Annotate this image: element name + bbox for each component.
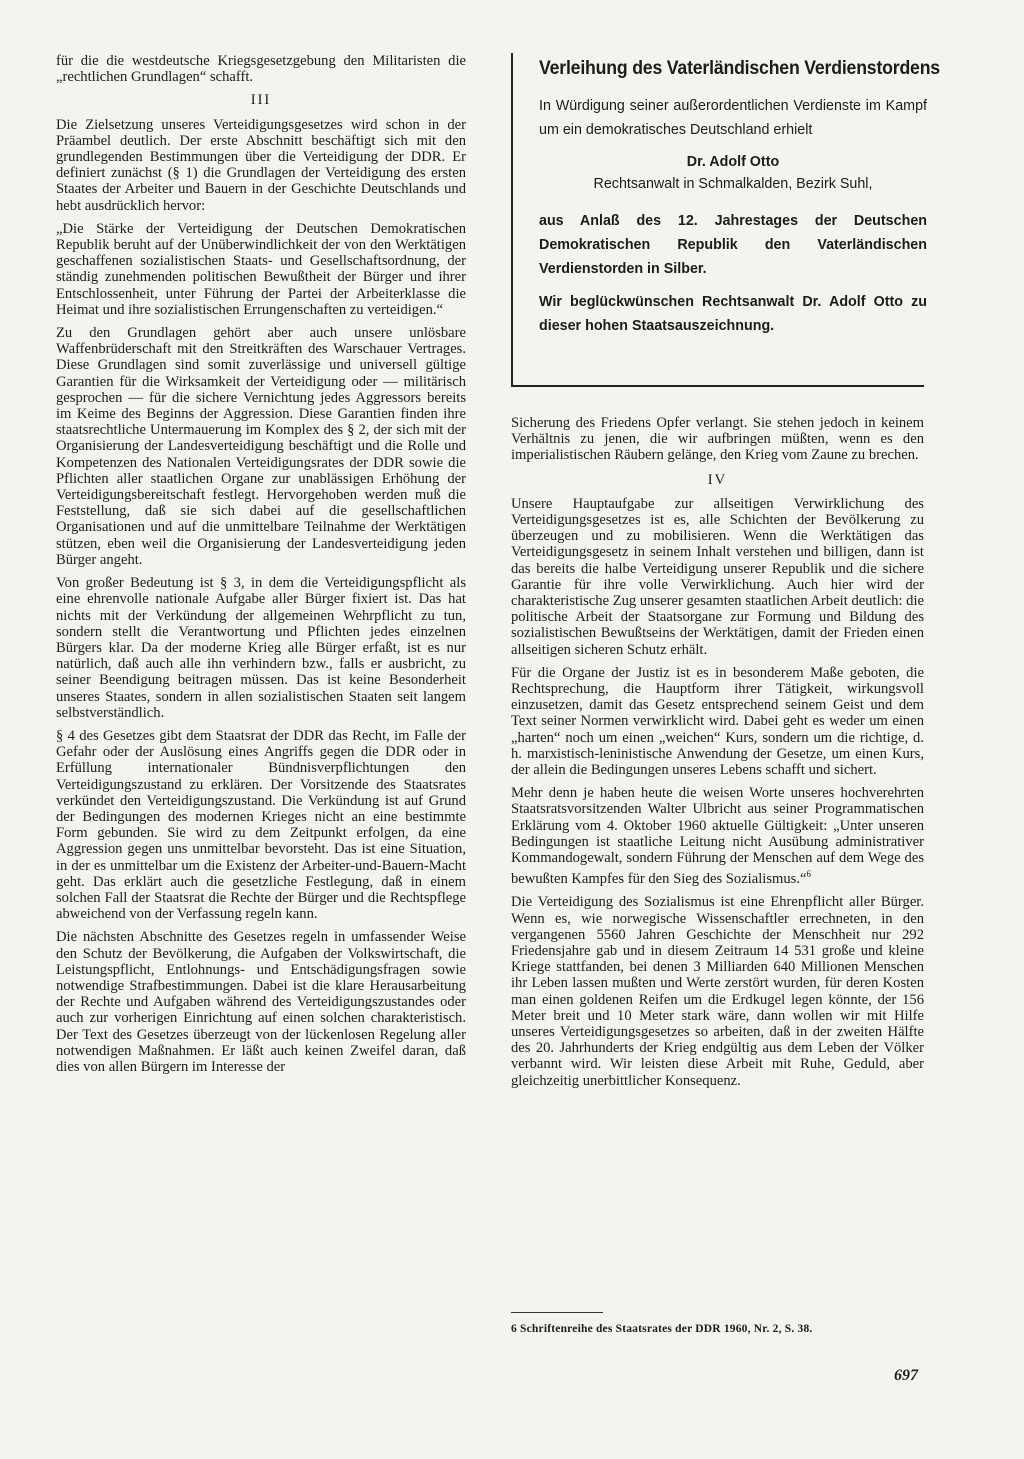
announcement-text: aus Anlaß des 12. Jahrestages der Deutschen Demokratischen Republik den Vaterländischen Verdienstorden in Silber. xyxy=(539,213,927,277)
paragraph: Sicherung des Friedens Opfer verlangt. Sie stehen jedoch in keinem Verhältnis zu jenen, die wir aufbringen müßten, wenn es den imperialistischen Räubern gelänge, den Krieg vom Zaune zu brechen. xyxy=(511,415,924,464)
paragraph xyxy=(511,785,924,887)
footnote: 6 Schriftenreihe des Staatsrates der DDR 1960, Nr. 2, S. 38. xyxy=(511,1323,813,1335)
page-number: 697 xyxy=(894,1367,918,1384)
announcement-title: Verleihung des Vaterländischen Verdienstordens xyxy=(539,58,940,79)
paragraph-text: Mehr denn je haben heute die weisen Worte unseres hochverehrten Staatsratsvorsitzenden Walter Ulbricht aus seiner Programmatischen Erklärung vom 4. Oktober 1960 aktuelle Gültigkeit: „Unter unseren Bedingungen ist staatliche Leitung nicht Ausübung administrativer Kommandogewalt, sondern Führung der Menschen auf dem Wege des bewußten Kampfes für den Sieg des Sozialismus.“ xyxy=(511,785,924,888)
footnote-divider xyxy=(511,1312,603,1313)
award-announcement-box xyxy=(511,53,940,387)
recipient-name: Dr. Adolf Otto xyxy=(686,154,780,170)
paragraph: Von großer Bedeutung ist § 3, in dem die Verteidigungspflicht als eine ehrenvolle nationale Aufgabe aller Bürger fixiert ist. Das hat nichts mit der Verkündung der allgemeinen Wehrpflicht zu tun, sondern stellt die Verantwortung und Pflichten jedes einzelnen Bürgers klar. Da der moderne Krieg alle Bürger erfaßt, ist es nur natürlich, daß auch alle ihn verhindern bzw., falls er ausbricht, zu seiner Beendigung beitragen müssen. Das ist keine Besonderheit unseres Staates, sondern in allen sozialistischen Staaten seit langem selbstverständlich. xyxy=(56,575,466,721)
announcement-congratulation: Wir beglückwünschen Rechtsanwalt Dr. Adolf Otto zu dieser hohen Staatsauszeichnung. xyxy=(539,294,927,334)
paragraph: Zu den Grundlagen gehört aber auch unsere unlösbare Waffenbrüderschaft mit den Streitkräften des Warschauer Vertrages. Diese Grundlagen sind somit zuverlässige und universell gültige Garantien für die Wirksamkeit der Verteidigung oder — militärisch gesprochen — für die sichere Vernichtung jedes Aggressors bereits im Keime des Beginns der Aggression. Diese Garantien finden ihre staatsrechtliche Untermauerung im Komplex des § 2, der sich mit der Organisierung der Landesverteidigung beschäftigt und die Rolle und Kompetenzen des Nationalen Verteidigungsrates der DDR sowie die Pflichten aller staatlichen Organe zur unablässigen Erhöhung der Verteidigungsbereitschaft festlegt. Hervorgehoben werden muß die Feststellung, daß sie sich dabei auf die gesellschaftlichen Organisationen und auf die unmittelbare Teilnahme der Werktätigen stützen, eben weil die Organisierung der Landesverteidigung jeden Bürger angeht. xyxy=(56,325,466,568)
section-heading-iii: III xyxy=(250,92,272,109)
section-heading-iv: IV xyxy=(707,471,728,488)
paragraph: Die Verteidigung des Sozialismus ist eine Ehrenpflicht aller Bürger. Wenn es, wie norwegische Wissenschaftler errechneten, in den vergangenen 5560 Jahren Geschichte der Menschheit nur 292 Friedensjahre gab und in diesem Zeitraum 14 531 große und kleine Kriege stattfanden, bei denen 3 Milliarden 640 Millionen Menschen ihr Leben lassen mußten und Werte zerstört wurden, für deren Kosten man einen goldenen Reifen um die Erdkugel legen könnte, der 156 Meter breit und 10 Meter stark wäre, dann wollen wir mit Hilfe unseres Verteidigungsgesetzes so arbeiten, daß in der zweiten Hälfte des 20. Jahrhunderts der Krieg endgültig aus dem Leben der Völker verbannt wird. Wir leisten diese Arbeit mit Ruhe, Geduld, aber gleichzeitig unerbittlicher Konsequenz. xyxy=(511,894,924,1089)
paragraph: Unsere Hauptaufgabe zur allseitigen Verwirklichung des Verteidigungsgesetzes ist es, alle Schichten der Bevölkerung zu überzeugen und zu mobilisieren. Wenn die Werktätigen das Verteidigungsgesetz in seinem Inhalt verstehen und billigen, dann ist das bereits die halbe Verteidigung unserer Republik und die sichere Garantie für ihre volle Verwirklichung. Auch hier wird der charakteristische Zug unserer gesamten staatlichen Arbeit deutlich: die politische Arbeit der Staatsorgane zur Formung und Bildung des sozialistischen Bewußtseins der Werktätigen, damit der Frieden einen allseitigen sicheren Schutz erhält. xyxy=(511,495,924,658)
recipient-role: Rechtsanwalt in Schmalkalden, Bezirk Suhl, xyxy=(593,176,873,192)
paragraph: § 4 des Gesetzes gibt dem Staatsrat der DDR das Recht, im Falle der Gefahr oder der Auslösung eines Angriffs gegen die DDR oder in Erfüllung internationaler Bündnisverpflichtungen den Verteidigungszustand zu erklären. Der Vorsitzende des Staatsrates verkündet den Verteidigungszustand. Die Verkündung ist auf Grund der Bedingungen des modernen Krieges nicht an eine bestimmte Form gebunden. Sie wird zu dem Zeitpunkt erfolgen, da eine Aggression gegen uns unmittelbar bevorsteht. Das ist eine Situation, in der es unmittelbar um die Existenz der Arbeiter-und-Bauern-Macht geht. Das erklärt auch die gesetzliche Festlegung, daß in einem solchen Fall der Staatsrat die Rechte der Bürger und die Rechtspflege abweichend von der Verfassung regeln kann. xyxy=(56,727,466,923)
left-column xyxy=(56,53,466,1082)
paragraph: Die nächsten Abschnitte des Gesetzes regeln in umfassender Weise den Schutz der Bevölkerung, die Aufgaben der Volkswirtschaft, die Leistungspflicht, Entlohnungs- und Entschädigungsfragen sowie notwendige Strafbestimmungen. Dabei ist die klare Herausarbeitung der Rechte und Aufgaben während des Verteidigungszustandes oder auch zur vorherigen Einrichtung auf einen solchen charakteristisch. Der Text des Gesetzes überzeugt von der lückenlosen Regelung aller notwendigen Maßnahmen. Er läßt auch keinen Zweifel daran, daß dies von allen Bürgern im Interesse der xyxy=(56,929,466,1075)
quotation: „Die Stärke der Verteidigung der Deutschen Demokratischen Republik beruht auf der Unüberwindlichkeit der von den Werktätigen geschaffenen sozialistischen Staats- und Gesellschaftsordnung, der ständig zunehmenden politischen Bewußtheit der Bürger und ihrer Entschlossenheit, unter Führung der Partei der Arbeiterklasse die Heimat und ihre sozialistischen Errungenschaften zu verteidigen.“ xyxy=(56,220,466,318)
paragraph: Die Zielsetzung unseres Verteidigungsgesetzes wird schon in der Präambel deutlich. Der erste Abschnitt beschäftigt sich mit den grundlegenden Bestimmungen über die Verteidigung der DDR. Er definiert zunächst (§ 1) die Grundlagen der Verteidigung des ersten Staates der Arbeiter und Bauern in der Geschichte Deutschlands und hebt ausdrücklich hervor: xyxy=(56,116,466,214)
footnote-ref: 6 xyxy=(806,869,811,880)
intro-paragraph: für die die westdeutsche Kriegsgesetzgebung den Militaristen die „rechtlichen Grundlagen“ schafft. xyxy=(56,53,466,86)
announcement-text: In Würdigung seiner außerordentlichen Verdienste im Kampf um ein demokratisches Deutschland erhielt xyxy=(539,98,927,138)
right-column xyxy=(511,415,924,1096)
paragraph: Für die Organe der Justiz ist es in besonderem Maße geboten, die Rechtsprechung, die Hauptform ihrer Tätigkeit, wirkungsvoll einzusetzen, damit das Gesetz entsprechend seinem Geist und dem Text seiner Normen verwirklicht wird. Dabei geht es weder um einen „harten“ noch um einen „weichen“ Kurs, sondern um die richtige, d. h. marxistisch-leninistische Anwendung der Gesetze, um einen Kurs, der allein die Bedingungen unseres Lebens schafft und sichert. xyxy=(511,664,924,779)
